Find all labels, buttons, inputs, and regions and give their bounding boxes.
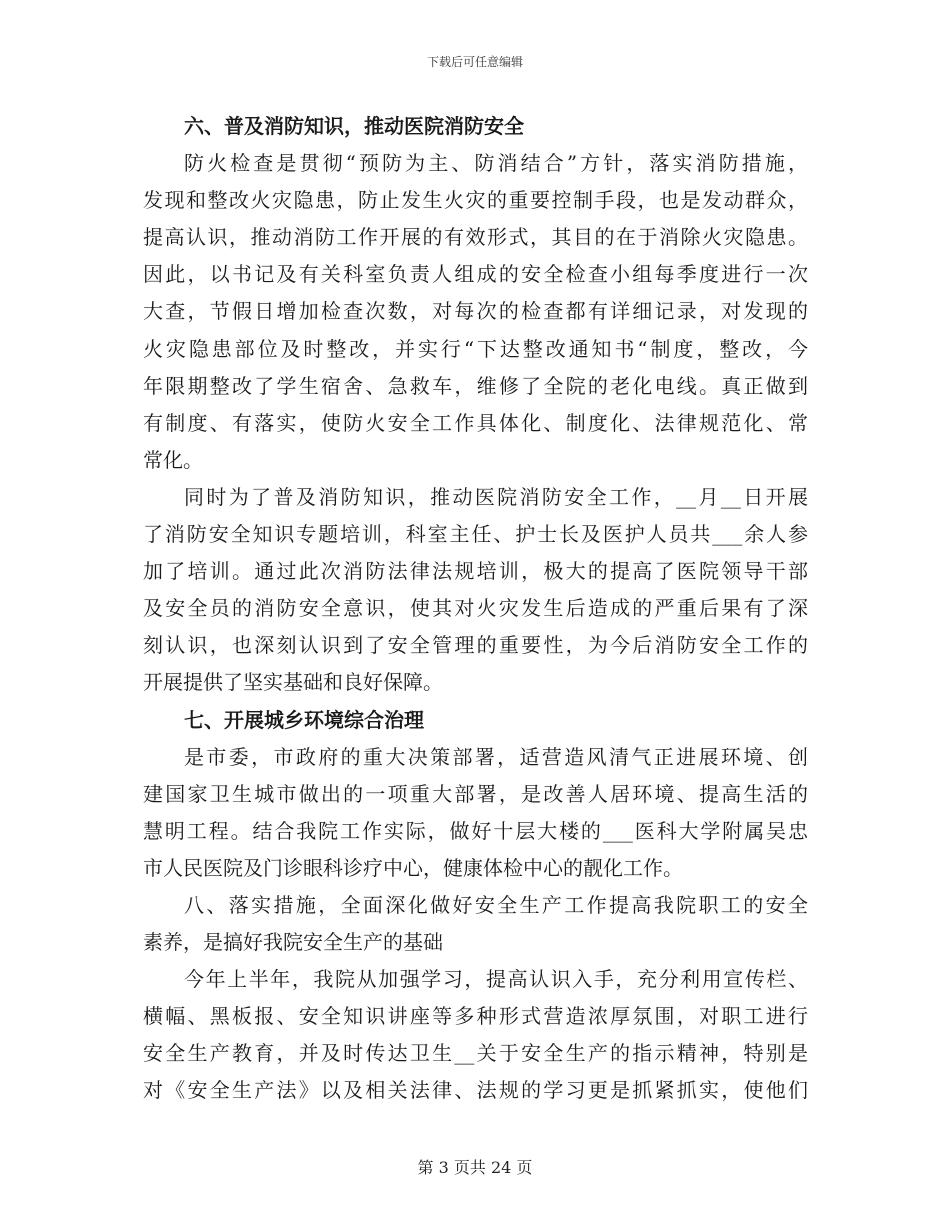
section-heading-7: 七、开展城乡环境综合治理 — [184, 707, 424, 732]
text-line: 及安全员的消防安全意识，使其对火灾发生后造成的严重后果有了深 — [143, 596, 808, 621]
text-line: 加了培训。通过此次消防法律法规培训，极大的提高了医院领导干部 — [143, 559, 808, 584]
document-body — [143, 108, 808, 1110]
text-line: 素养，是搞好我院安全生产的基础 — [143, 930, 443, 955]
text-line: 建国家卫生城市做出的一项重大部署，是改善人居环境、提高生活的 — [143, 781, 808, 806]
page-footer: 第 3 页共 24 页 — [417, 1158, 533, 1177]
section-heading-6: 六、普及消防知识，推动医院消防安全 — [184, 114, 524, 138]
text-line: 有制度、有落实，使防火安全工作具体化、制度化、法律规范化、常 — [143, 410, 808, 435]
text-line: 因此，以书记及有关科室负责人组成的安全检查小组每季度进行一次 — [143, 262, 808, 287]
text-line: 今年上半年，我院从加强学习，提高认识入手，充分利用宣传栏、 — [184, 967, 808, 992]
text-line: 防火检查是贯彻“预防为主、防消结合”方针，落实消防措施， — [184, 151, 808, 176]
text-line: 发现和整改火灾隐患，防止发生火灾的重要控制手段，也是发动群众， — [143, 188, 808, 213]
text-line: 提高认识，推动消防工作开展的有效形式，其目的在于消除火灾隐患。 — [143, 225, 808, 250]
text-line: 对《安全生产法》以及相关法律、法规的学习更是抓紧抓实，使他们 — [143, 1078, 808, 1103]
text-line: 慧明工程。结合我院工作实际，做好十层大楼的___医科大学附属吴忠 — [143, 818, 808, 843]
text-line: 开展提供了坚实基础和良好保障。 — [143, 670, 443, 695]
text-line: 了消防安全知识专题培训，科室主任、护士长及医护人员共___余人参 — [143, 522, 808, 547]
text-line: 年限期整改了学生宿舍、急救车，维修了全院的老化电线。真正做到 — [143, 373, 808, 398]
text-line: 常化。 — [143, 447, 203, 472]
text-line: 安全生产教育，并及时传达卫生__关于安全生产的指示精神，特别是 — [143, 1041, 808, 1066]
text-line: 横幅、黑板报、安全知识讲座等多种形式营造浓厚氛围，对职工进行 — [143, 1004, 808, 1029]
page-header: 下载后可任意编辑 — [426, 55, 523, 69]
text-line: 火灾隐患部位及时整改，并实行“下达整改通知书“制度，整改，今 — [143, 336, 808, 361]
text-line: 刻认识，也深刻认识到了安全管理的重要性，为今后消防安全工作的 — [143, 633, 808, 658]
section-heading-8: 八、落实措施，全面深化做好安全生产工作提高我院职工的安全 — [184, 892, 808, 917]
text-line: 同时为了普及消防知识，推动医院消防安全工作，__月__日开展 — [184, 484, 808, 509]
text-line: 市人民医院及门诊眼科诊疗中心，健康体检中心的靓化工作。 — [143, 855, 683, 880]
text-line: 是市委，市政府的重大决策部署，适营造风清气正进展环境、创 — [184, 744, 808, 769]
text-line: 大查，节假日增加检查次数，对每次的检查都有详细记录，对发现的 — [143, 299, 808, 324]
